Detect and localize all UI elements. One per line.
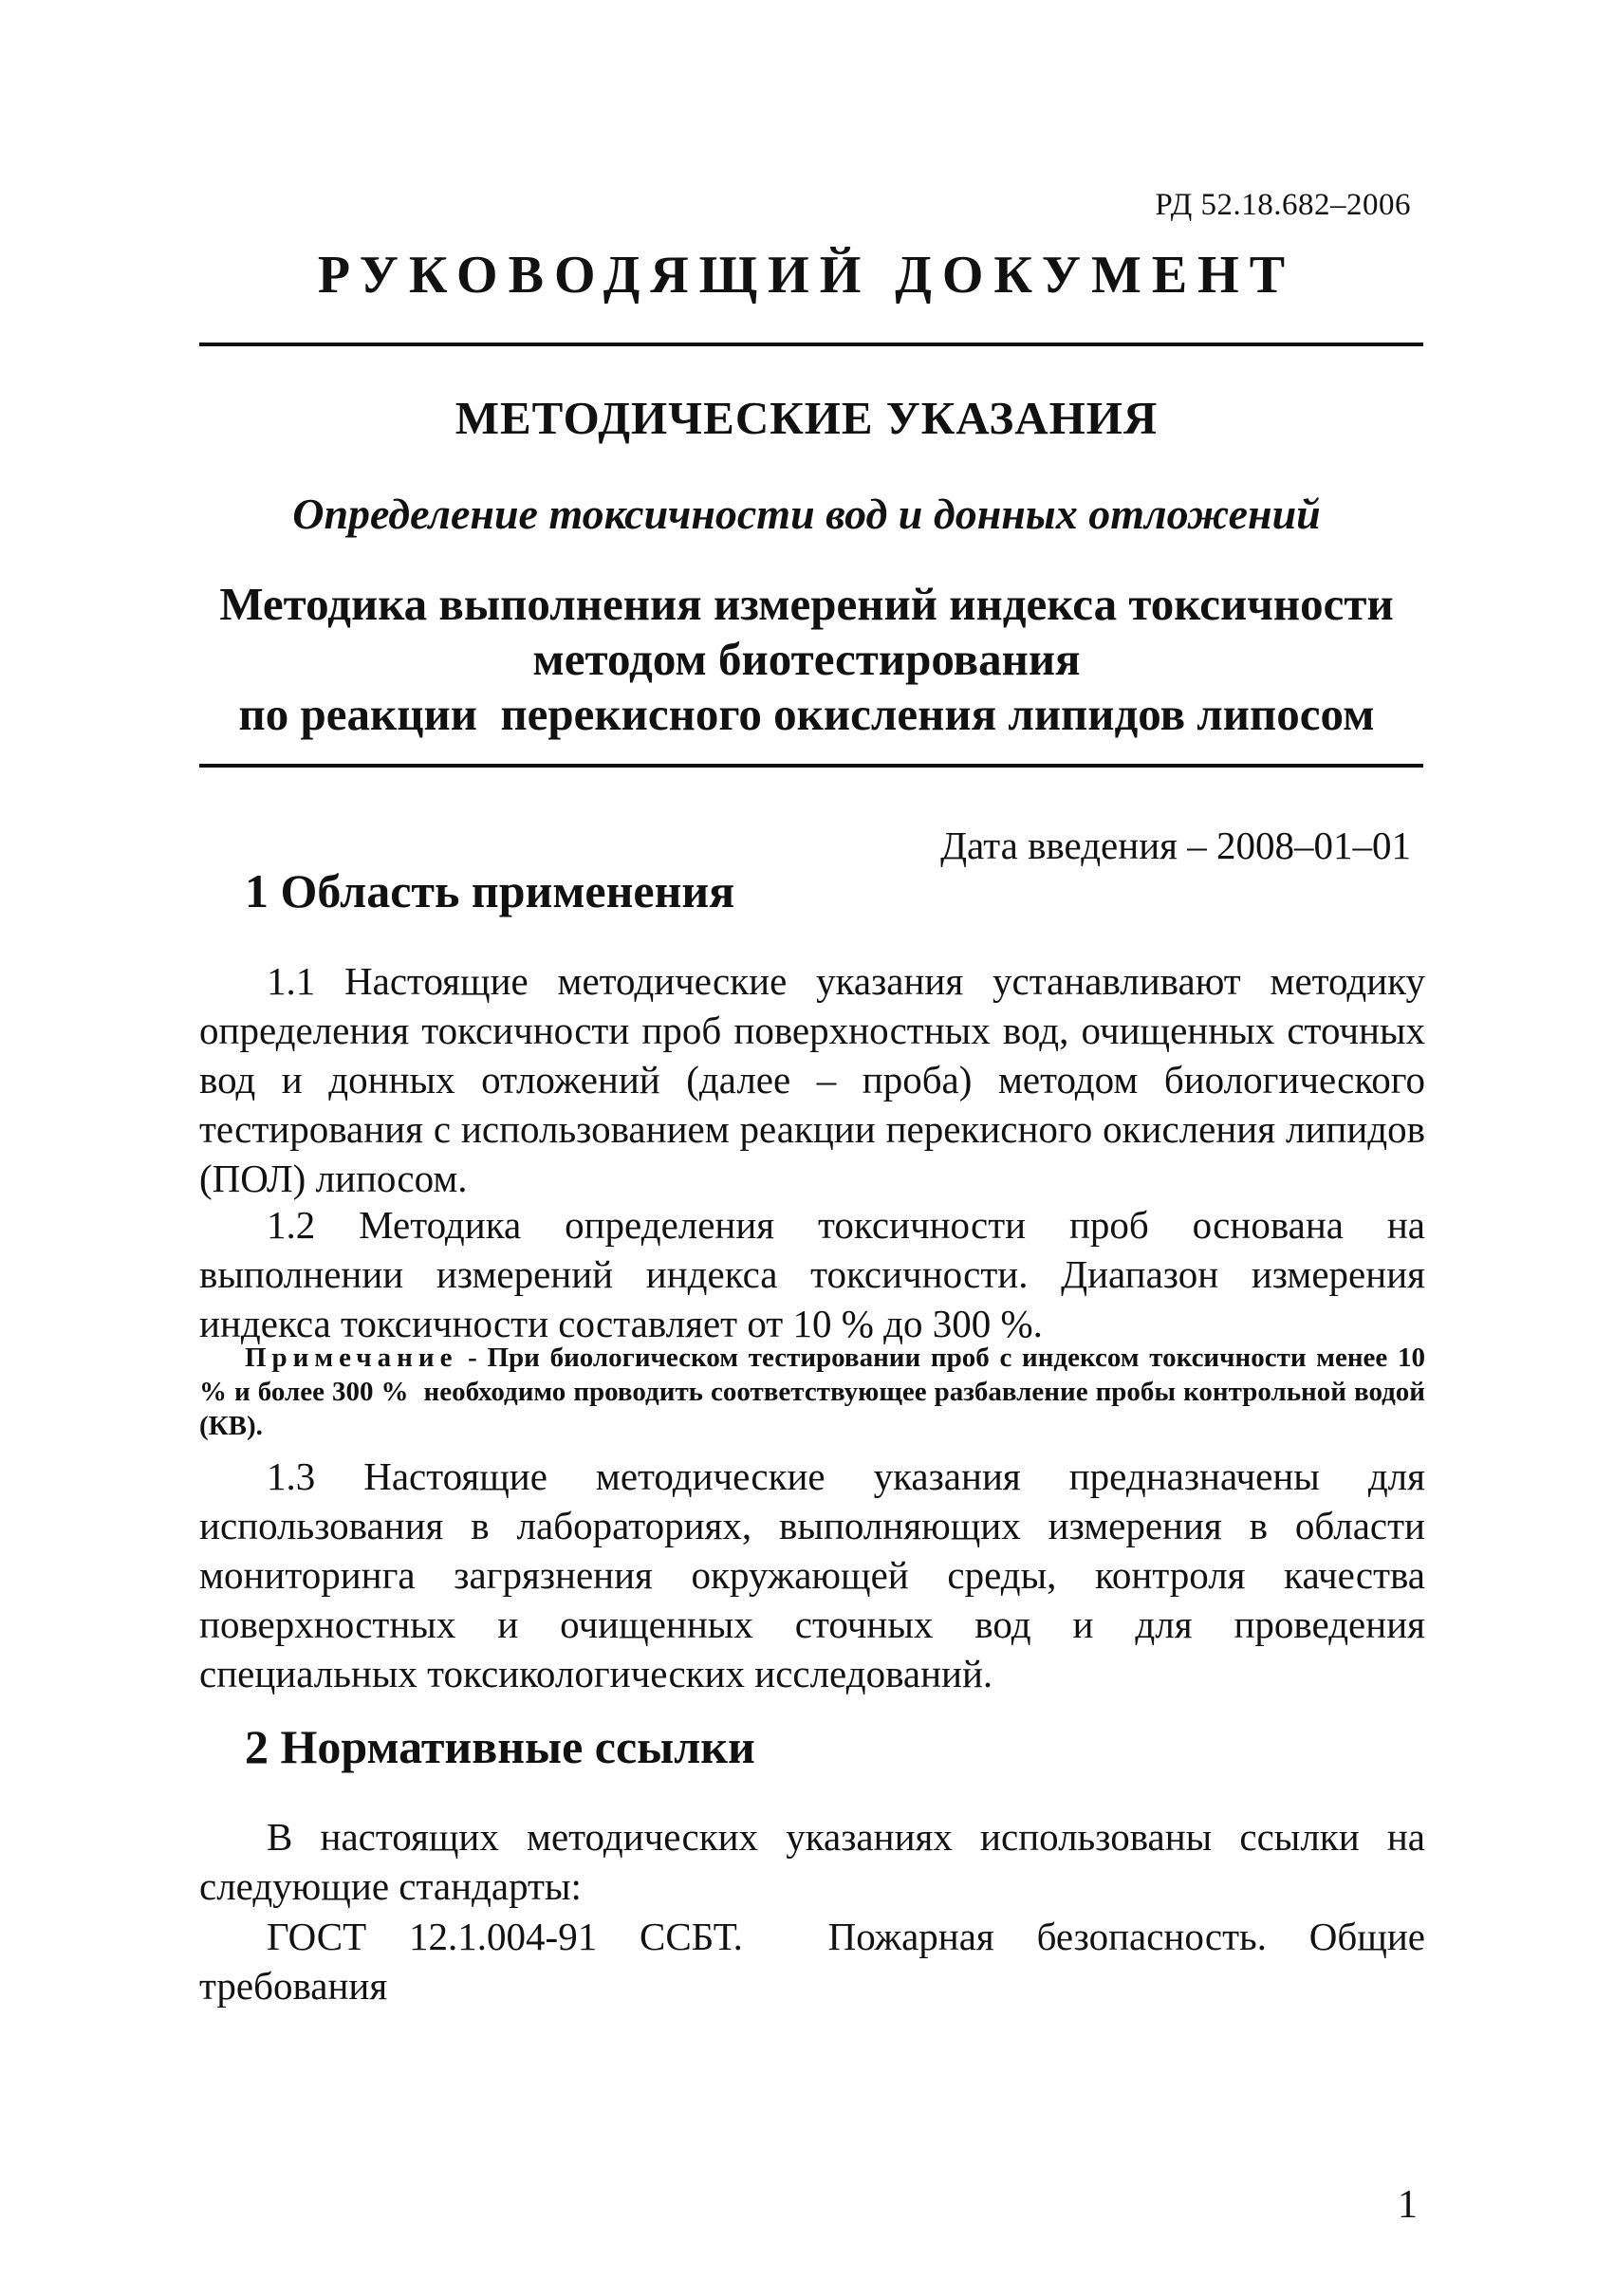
paragraph-text: 1.2 Методика определения токсичности проб основана на выполнении измерений индекса токсичности. Диапазон измерения индекса токсичности составляет от 10 % до 300 %. [199, 1203, 1425, 1345]
method-title-line: методом биотестирования [532, 633, 1081, 685]
paragraph-text: ГОСТ 12.1.004-91 ССБТ. Пожарная безопасность. Общие требования [199, 1915, 1436, 2008]
top-rule [199, 343, 1423, 346]
note-block [199, 1341, 1433, 1443]
document-subtitle: Определение токсичности вод и донных отложений [292, 490, 1321, 538]
note-text: - При биологическом тестировании проб с индексом токсичности менее 10 % и более 300 % необходимо проводить соответствующее разбавление пробы контрольной водой (КВ). [199, 1342, 1433, 1441]
document-type-title: РУКОВОДЯЩИЙ ДОКУМЕНТ [317, 246, 1296, 305]
method-title-line: Методика выполнения измерений индекса токсичности [219, 578, 1394, 630]
paragraph-2-intro [199, 1812, 1425, 1911]
method-title-line: по реакции перекисного окисления липидов липосом [238, 688, 1375, 740]
paragraph-text: 1.1 Настоящие методические указания устанавливают методику определения токсичности проб поверхностных вод, очищенных сточных вод и донных отложений (далее – проба) методом биологического тестирования с использованием реакции перекисного окисления липидов (ПОЛ) липосом. [199, 959, 1425, 1200]
paragraph-1-1 [199, 956, 1425, 1203]
paragraph-1-3 [199, 1452, 1425, 1698]
section-heading-scope: 1 Область применения [245, 864, 735, 917]
page-number: 1 [1398, 2183, 1418, 2227]
paragraph-1-2 [199, 1200, 1425, 1348]
paragraph-2-gost [199, 1912, 1436, 2010]
document-code: РД 52.18.682–2006 [1155, 188, 1411, 222]
paragraph-text: 1.3 Настоящие методические указания предназначены для использования в лабораториях, выполняющих измерения в области мониторинга загрязнения окружающей среды, контроля качества поверхностных и очищенных сточных вод и для проведения специальных токсикологических исследований. [199, 1454, 1425, 1695]
method-title [142, 577, 1471, 742]
note-label: Примечание [245, 1342, 458, 1373]
paragraph-text: В настоящих методических указаниях использованы ссылки на следующие стандарты: [199, 1815, 1425, 1908]
introduction-date: Дата введения – 2008–01–01 [940, 824, 1411, 867]
bottom-rule [199, 764, 1423, 768]
guidelines-title: МЕТОДИЧЕСКИЕ УКАЗАНИЯ [455, 392, 1159, 444]
section-heading-references: 2 Нормативные ссылки [245, 1720, 755, 1773]
